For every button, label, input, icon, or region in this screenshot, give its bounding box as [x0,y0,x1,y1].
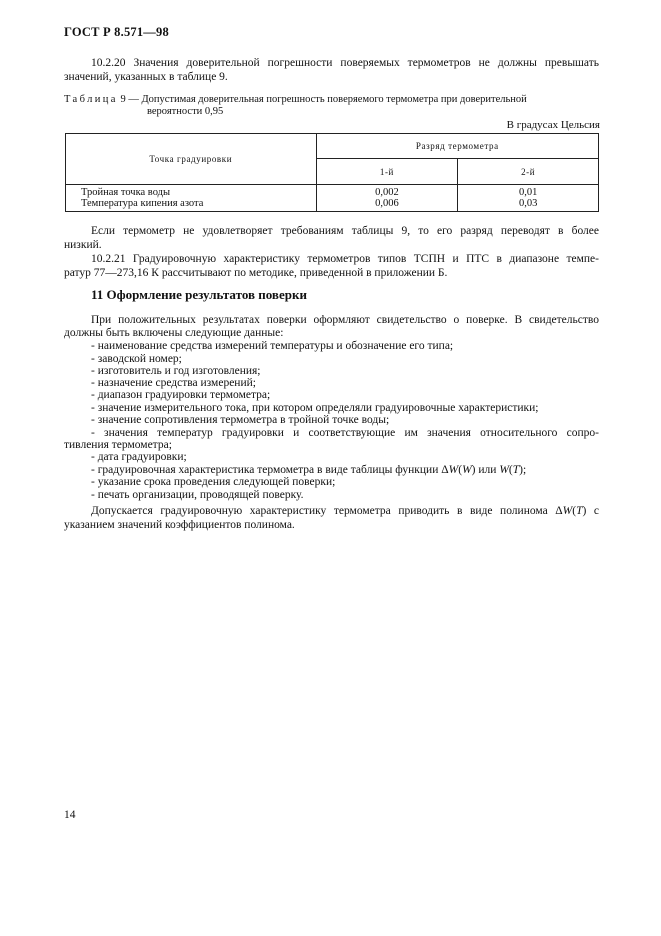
table-row [66,198,599,211]
list-item-continuation: тивления термометра; [64,439,172,451]
list-item: - заводской номер; [91,353,182,365]
para-poly-text: Допускается градуировочную характеристику термометра приводить в виде полинома Δ [91,505,563,517]
list-item: - указание срока проведения следующей поверки; [91,476,336,488]
table9-row2-v1: 0,006 [316,198,458,211]
list-item-text-mid: или [475,464,500,476]
table9-header-col2: 2-й [458,159,599,185]
para-fail-line2: низкий. [64,239,102,251]
table-row [66,185,599,199]
para-10-2-20-line2: значений, указанных в таблице 9. [64,71,228,83]
list-item: - диапазон градуировки термометра; [91,389,271,401]
list-item: - печать организации, проводящей поверку. [91,489,304,501]
section-11-title: 11 Оформление результатов поверки [91,287,307,302]
table9-header-col1: 1-й [316,159,458,185]
table9-caption-text: 9 — Допустимая доверительная погрешность поверяемого термометра при доверительной [117,94,527,105]
list-item: - назначение средства измерений; [91,377,256,389]
formula-w: W [448,464,459,476]
formula-w2: W [499,464,509,476]
table9-header-group: Разряд термометра [316,134,598,159]
table9-caption [64,94,527,107]
table9-caption-label: Таблица [64,94,118,105]
list-item: - значения температур градуировки и соответствующие им значения относительного сопро- [91,427,599,439]
document-header: ГОСТ Р 8.571—98 [64,25,169,39]
table9-row2-point: Температура кипения азота [66,198,317,211]
para-10-2-20-line1: 10.2.20 Значения доверительной погрешности поверяемых термометров не должны превышать [91,57,599,69]
formula-w2-arg: T [512,464,520,476]
page-number: 14 [64,809,76,821]
table9-row1-v2: 0,01 [458,185,599,199]
list-item-text: - градуировочная характеристика термометра в виде таблицы функции Δ [91,464,449,476]
para-11-intro-line1: При положительных результатах поверки оформляют свидетельство о поверке. В свидетельство [91,314,599,326]
table9-row2-v2: 0,03 [458,198,599,211]
table9-row1-point: Тройная точка воды [66,185,317,199]
list-item: - дата градуировки; [91,451,187,463]
table9-caption-line2: вероятности 0,95 [147,106,224,117]
list-item: - градуировочная характеристика термометра в виде таблицы функции ΔW(W) или W(T); [91,464,527,476]
para-fail-line1: Если термометр не удовлетворяет требованиям таблицы 9, то его разряд переводят в более [91,225,599,237]
table9-units: В градусах Цельсия [506,119,600,131]
list-item: - наименование средства измерений температуры и обозначение его типа; [91,340,454,352]
para-11-intro-line2: должны быть включены следующие данные: [64,327,284,339]
para-poly-line2: указанием значений коэффициентов полинома. [64,519,295,531]
list-item: - изготовитель и год изготовления; [91,365,261,377]
para-10-2-21-line1: 10.2.21 Градуировочную характеристику термометров типов ТСПН и ПТС в диапазоне темпе- [91,253,599,265]
para-poly-post: с [586,505,600,517]
para-10-2-21-line2: ратур 77—273,16 К рассчитывают по методике, приведенной в приложении Б. [64,267,448,279]
formula-w-arg: W [462,464,472,476]
list-item: - значение сопротивления термометра в тройной точке воды; [91,414,390,426]
formula-w3: W [562,505,573,517]
table9-row1-v1: 0,002 [316,185,458,199]
list-item: - значение измерительного тока, при котором определяли градуировочные характеристики; [91,402,539,414]
para-poly-line1: Допускается градуировочную характеристику термометра приводить в виде полинома ΔW(T) с [91,505,600,517]
formula-w3-arg: T [576,505,583,517]
table9-header-point: Точка градуировки [66,134,317,185]
table9 [65,133,599,212]
